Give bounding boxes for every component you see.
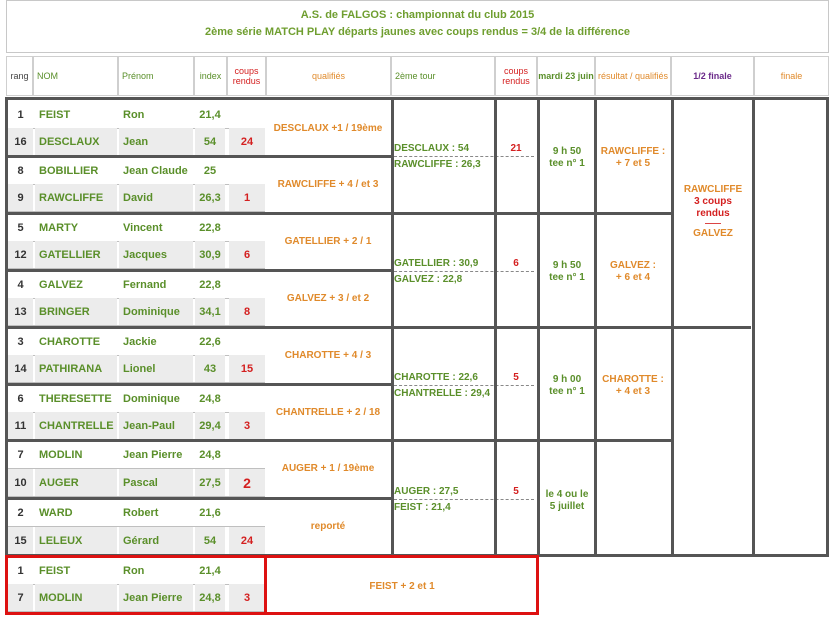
semifinal-player1: RAWCLIFFE — [683, 184, 743, 195]
second-round-player-b: CHANTRELLE : 29,4 — [394, 388, 491, 399]
player-coups-rendus: 8 — [229, 298, 265, 325]
player-nom: CHANTRELLE — [35, 412, 117, 439]
frame-line — [5, 155, 391, 158]
player-index: 21,6 — [199, 506, 221, 519]
player-coups-rendus — [229, 441, 265, 468]
player-rang: 4 — [17, 278, 24, 291]
player-rang: 13 — [8, 298, 33, 325]
qualifies-cell: reporté — [310, 520, 346, 532]
second-round-divider — [394, 156, 534, 157]
player-nom: MODLIN — [39, 448, 83, 461]
col-coups-header: coups rendus — [227, 56, 266, 96]
semifinal-box — [675, 184, 751, 240]
player-index: 24,8 — [199, 448, 221, 461]
player-coups-rendus: 2 — [229, 469, 265, 496]
player-rang: 2 — [17, 506, 24, 519]
player-prenom: Jean Pierre — [119, 584, 193, 611]
col-tour2-header: 2ème tour — [391, 56, 495, 96]
player-nom: DESCLAUX — [35, 128, 117, 155]
player-index: 27,5 — [195, 469, 225, 496]
semifinal-player2: GALVEZ — [693, 228, 733, 239]
player-prenom: Fernand — [123, 278, 167, 291]
player-index: 21,4 — [199, 108, 221, 121]
player-rang: 1 — [17, 564, 24, 577]
second-round-player-a: AUGER : 27,5 — [394, 486, 459, 497]
player-nom: GALVEZ — [39, 278, 83, 291]
player-prenom: Lionel — [119, 355, 193, 382]
frame-line — [391, 326, 751, 329]
frame-line — [5, 269, 391, 272]
player-prenom: Jackie — [123, 335, 157, 348]
player-rang: 5 — [17, 221, 24, 234]
result-line: + 6 et 4 — [615, 272, 651, 283]
player-nom: FEIST — [39, 108, 71, 121]
result-line: + 7 et 5 — [615, 158, 651, 169]
frame-line — [5, 212, 391, 215]
col-demi-header: 1/2 finale — [671, 56, 754, 96]
player-rang: 15 — [8, 527, 33, 554]
col-date-header: mardi 23 juin — [537, 56, 595, 96]
player-rang: 10 — [8, 469, 33, 496]
highlight-box-players — [5, 555, 267, 615]
player-index: 22,8 — [199, 221, 221, 234]
player-index: 24,8 — [195, 584, 225, 611]
player-nom: FEIST — [39, 564, 71, 577]
frame-line — [671, 97, 674, 557]
qualifies-cell: DESCLAUX +1 / 19ème — [273, 122, 383, 134]
schedule-cell — [540, 489, 594, 513]
player-index: 30,9 — [195, 241, 225, 268]
club-title: A.S. de FALGOS : championnat du club 2015 — [300, 9, 535, 21]
col-resultat-header: résultat / qualifiés — [595, 56, 671, 96]
player-coups-rendus: 1 — [229, 184, 265, 211]
player-nom: THERESETTE — [39, 392, 112, 405]
second-round-coups: 21 — [510, 143, 522, 154]
col-qualifies-header: qualifiés — [266, 56, 391, 96]
player-nom: LELEUX — [35, 527, 117, 554]
col-coups2-header: coups rendus — [495, 56, 537, 96]
player-index: 29,4 — [195, 412, 225, 439]
second-round-divider — [394, 499, 534, 500]
player-coups-rendus: 3 — [229, 584, 265, 611]
player-nom: GATELLIER — [35, 241, 117, 268]
player-prenom: Jean — [119, 128, 193, 155]
frame-line — [391, 212, 595, 215]
player-coups-rendus — [229, 101, 265, 128]
second-round-player-b: RAWCLIFFE : 26,3 — [394, 159, 481, 170]
player-nom: BRINGER — [35, 298, 117, 325]
highlight-box-result — [264, 555, 539, 615]
player-coups-rendus — [229, 271, 265, 298]
frame-line — [594, 97, 597, 557]
frame-line — [595, 212, 671, 215]
schedule-line: le 4 ou le — [545, 489, 589, 500]
player-index: 24,8 — [199, 392, 221, 405]
schedule-line: tee n° 1 — [549, 386, 585, 397]
player-rang: 14 — [8, 355, 33, 382]
qualifies-cell: AUGER + 1 / 19ème — [281, 462, 375, 474]
player-coups-rendus: 3 — [229, 412, 265, 439]
result-line: CHAROTTE : — [602, 374, 664, 385]
qualifies-cell: FEIST + 2 et 1 — [369, 580, 435, 592]
player-coups-rendus — [229, 499, 265, 526]
schedule-line: 9 h 00 — [552, 374, 582, 385]
result-cell — [597, 146, 669, 170]
player-index: 43 — [195, 355, 225, 382]
player-index: 22,6 — [199, 335, 221, 348]
qualifies-cell: GATELLIER + 2 / 1 — [284, 235, 372, 247]
schedule-cell — [540, 374, 594, 398]
player-rang: 8 — [17, 164, 24, 177]
player-nom: MARTY — [39, 221, 79, 234]
second-round-player-a: CHAROTTE : 22,6 — [394, 372, 478, 383]
semifinal-coups: 3 coups — [694, 196, 732, 207]
player-rang: 7 — [17, 448, 24, 461]
player-coups-rendus: 24 — [229, 128, 265, 155]
schedule-line: 9 h 50 — [552, 146, 582, 157]
frame-line — [5, 97, 8, 557]
frame-line — [752, 97, 755, 557]
player-coups-rendus: 24 — [229, 527, 265, 554]
frame-line — [5, 439, 391, 442]
frame-line — [391, 97, 394, 557]
qualifies-cell: GALVEZ + 3 / et 2 — [286, 292, 370, 304]
player-rang: 16 — [8, 128, 33, 155]
second-round-player-a: DESCLAUX : 54 — [394, 143, 470, 154]
schedule-line: tee n° 1 — [549, 272, 585, 283]
second-round-divider — [394, 271, 534, 272]
player-prenom: Jean Pierre — [123, 448, 183, 461]
title-banner — [6, 0, 829, 53]
schedule-line: 9 h 50 — [552, 260, 582, 271]
player-prenom: Pascal — [119, 469, 193, 496]
player-rang: 12 — [8, 241, 33, 268]
player-index: 54 — [195, 527, 225, 554]
player-rang: 9 — [8, 184, 33, 211]
player-prenom: Dominique — [119, 298, 193, 325]
result-line: RAWCLIFFE : — [600, 146, 666, 157]
player-rang: 6 — [17, 392, 24, 405]
player-coups-rendus — [229, 214, 265, 241]
schedule-line: 5 juillet — [549, 501, 585, 512]
player-coups-rendus — [229, 157, 265, 184]
frame-line — [5, 383, 391, 386]
col-nom-header: NOM — [33, 56, 118, 96]
player-prenom: Ron — [123, 564, 145, 577]
second-round-coups: 5 — [513, 486, 519, 497]
second-round-coups: 6 — [513, 258, 519, 269]
second-round-player-b: FEIST : 21,4 — [394, 502, 451, 513]
player-index: 21,4 — [199, 564, 221, 577]
frame-line — [5, 497, 391, 500]
second-round-player-b: GALVEZ : 22,8 — [394, 274, 463, 285]
player-coups-rendus — [229, 328, 265, 355]
schedule-line: tee n° 1 — [549, 158, 585, 169]
player-index: 25 — [203, 164, 217, 177]
second-round-divider — [394, 385, 534, 386]
frame-line — [595, 439, 671, 442]
schedule-cell — [540, 146, 594, 170]
second-round-coups: 5 — [513, 372, 519, 383]
player-prenom: Gérard — [119, 527, 193, 554]
result-line: GALVEZ : — [610, 260, 656, 271]
player-nom: PATHIRANA — [35, 355, 117, 382]
result-line: + 4 et 3 — [615, 386, 651, 397]
col-index-header: index — [194, 56, 227, 96]
player-prenom: Dominique — [123, 392, 180, 405]
player-nom: CHAROTTE — [39, 335, 101, 348]
player-prenom: David — [119, 184, 193, 211]
player-index: 26,3 — [195, 184, 225, 211]
semifinal-coups-label: rendus — [696, 208, 730, 219]
player-coups-rendus — [229, 385, 265, 412]
qualifies-cell: CHAROTTE + 4 / 3 — [284, 349, 372, 361]
semifinal-separator: —— — [705, 219, 721, 228]
player-nom: WARD — [39, 506, 73, 519]
player-nom: BOBILLIER — [39, 164, 99, 177]
result-cell — [597, 374, 669, 398]
col-finale-header: finale — [754, 56, 829, 96]
col-prenom-header: Prénom — [118, 56, 194, 96]
player-prenom: Ron — [123, 108, 145, 121]
player-rang: 3 — [17, 335, 24, 348]
col-rang-header: rang — [6, 56, 33, 96]
player-coups-rendus: 6 — [229, 241, 265, 268]
frame-line — [494, 97, 497, 557]
player-prenom: Jean-Paul — [119, 412, 193, 439]
frame-line — [5, 97, 829, 100]
frame-line — [537, 97, 540, 557]
player-nom: AUGER — [35, 469, 117, 496]
player-prenom: Jean Claude — [123, 164, 188, 177]
player-nom: MODLIN — [35, 584, 117, 611]
frame-line — [826, 97, 829, 557]
frame-line — [5, 326, 391, 329]
player-prenom: Robert — [123, 506, 159, 519]
player-rang: 11 — [8, 412, 33, 439]
player-index: 54 — [195, 128, 225, 155]
player-nom: RAWCLIFFE — [35, 184, 117, 211]
player-prenom: Vincent — [123, 221, 163, 234]
player-rang: 1 — [17, 108, 24, 121]
second-round-player-a: GATELLIER : 30,9 — [394, 258, 479, 269]
series-title: 2ème série MATCH PLAY départs jaunes avec coups rendus = 3/4 de la différence — [205, 26, 630, 38]
player-rang: 7 — [8, 584, 33, 611]
player-coups-rendus: 15 — [229, 355, 265, 382]
schedule-cell — [540, 260, 594, 284]
player-index: 34,1 — [195, 298, 225, 325]
frame-line — [391, 439, 595, 442]
result-cell — [597, 260, 669, 284]
player-prenom: Jacques — [119, 241, 193, 268]
player-index: 22,8 — [199, 278, 221, 291]
qualifies-cell: RAWCLIFFE + 4 / et 3 — [277, 178, 379, 190]
qualifies-cell: CHANTRELLE + 2 / 18 — [275, 406, 381, 418]
